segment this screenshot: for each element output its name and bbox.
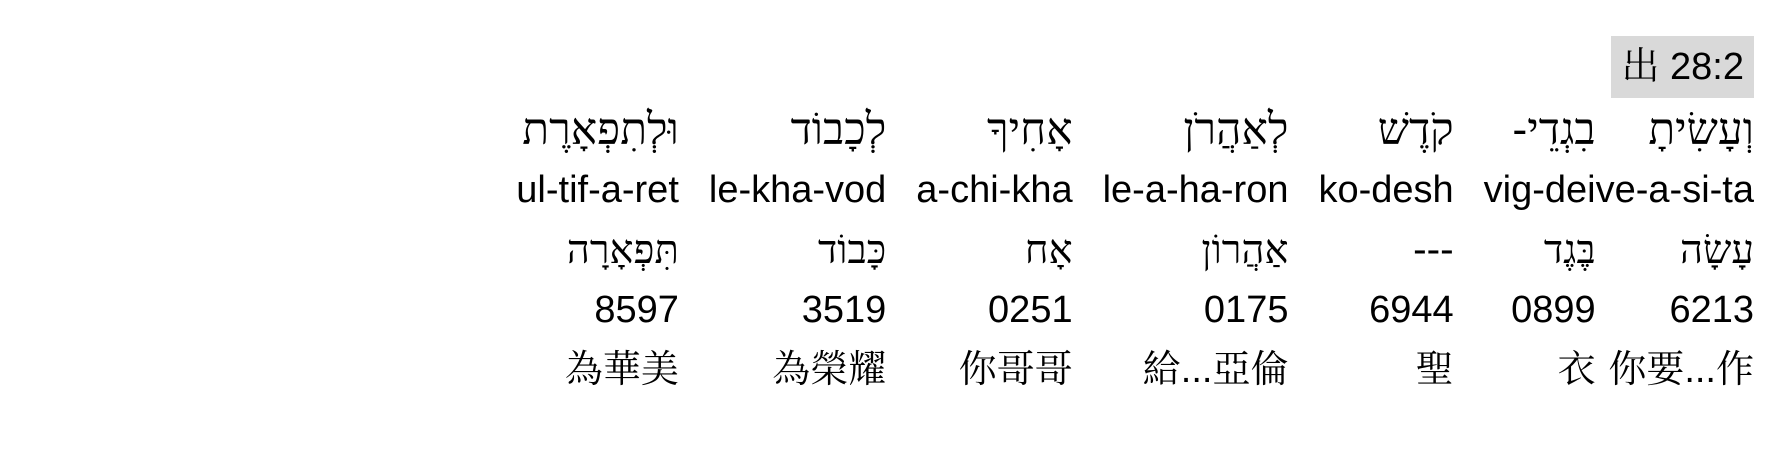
hebrew-word: וּלְתִפְאָרֶת xyxy=(522,104,679,155)
chinese-gloss: 你哥哥 xyxy=(958,349,1073,391)
chinese-gloss: 給...亞倫 xyxy=(1142,349,1289,391)
strongs-number: 3519 xyxy=(801,289,887,331)
hebrew-word: קֹדֶשׁ xyxy=(1377,104,1454,155)
lemma: תִּפְאָרָה xyxy=(566,227,679,273)
chinese-gloss: 你要...作 xyxy=(1608,349,1754,391)
hebrew-word: בִגְדֵי- xyxy=(1512,104,1596,155)
lemma: עָשָׂה xyxy=(1680,227,1754,273)
lemma: כָּבוֹד xyxy=(817,227,887,273)
word-column xyxy=(1103,100,1289,400)
word-column xyxy=(916,100,1072,400)
word-column xyxy=(1596,100,1754,400)
transliteration: vig-dei xyxy=(1483,169,1596,211)
transliteration: ul-tif-a-ret xyxy=(516,169,679,211)
strongs-number: 6213 xyxy=(1669,289,1754,331)
chinese-gloss: 衣 xyxy=(1557,349,1596,391)
word-column xyxy=(709,100,886,400)
interlinear-grid xyxy=(486,100,1754,400)
transliteration: ko-desh xyxy=(1318,169,1454,211)
chinese-gloss: 聖 xyxy=(1415,349,1454,391)
word-column xyxy=(1318,100,1453,400)
hebrew-word: אָחִיךָ xyxy=(987,104,1073,155)
strongs-number: 0899 xyxy=(1511,289,1596,331)
transliteration: ve-a-si-ta xyxy=(1595,169,1754,211)
transliteration: le-kha-vod xyxy=(708,169,887,211)
strongs-number: 6944 xyxy=(1369,289,1454,331)
lemma: בֶּגֶד xyxy=(1543,227,1596,273)
hebrew-word: לְכָבוֹד xyxy=(790,104,887,155)
strongs-number: 0251 xyxy=(988,289,1073,331)
verse-reference: 出 28:2 xyxy=(1611,36,1754,98)
transliteration: a-chi-kha xyxy=(916,169,1073,211)
lemma: אָח xyxy=(1024,227,1073,273)
lemma: --- xyxy=(1413,227,1454,273)
hebrew-word: לְאַהֲרֹן xyxy=(1183,104,1289,155)
strongs-number: 8597 xyxy=(594,289,679,331)
strongs-number: 0175 xyxy=(1203,289,1289,331)
lemma: אַהֲרוֹן xyxy=(1201,227,1289,273)
chinese-gloss: 為華美 xyxy=(564,349,679,391)
word-column xyxy=(516,100,679,400)
word-column xyxy=(1484,100,1596,400)
transliteration: le-a-ha-ron xyxy=(1102,169,1289,211)
chinese-gloss: 為榮耀 xyxy=(772,349,887,391)
hebrew-word: וְעָשִׂיתָ xyxy=(1648,104,1754,155)
